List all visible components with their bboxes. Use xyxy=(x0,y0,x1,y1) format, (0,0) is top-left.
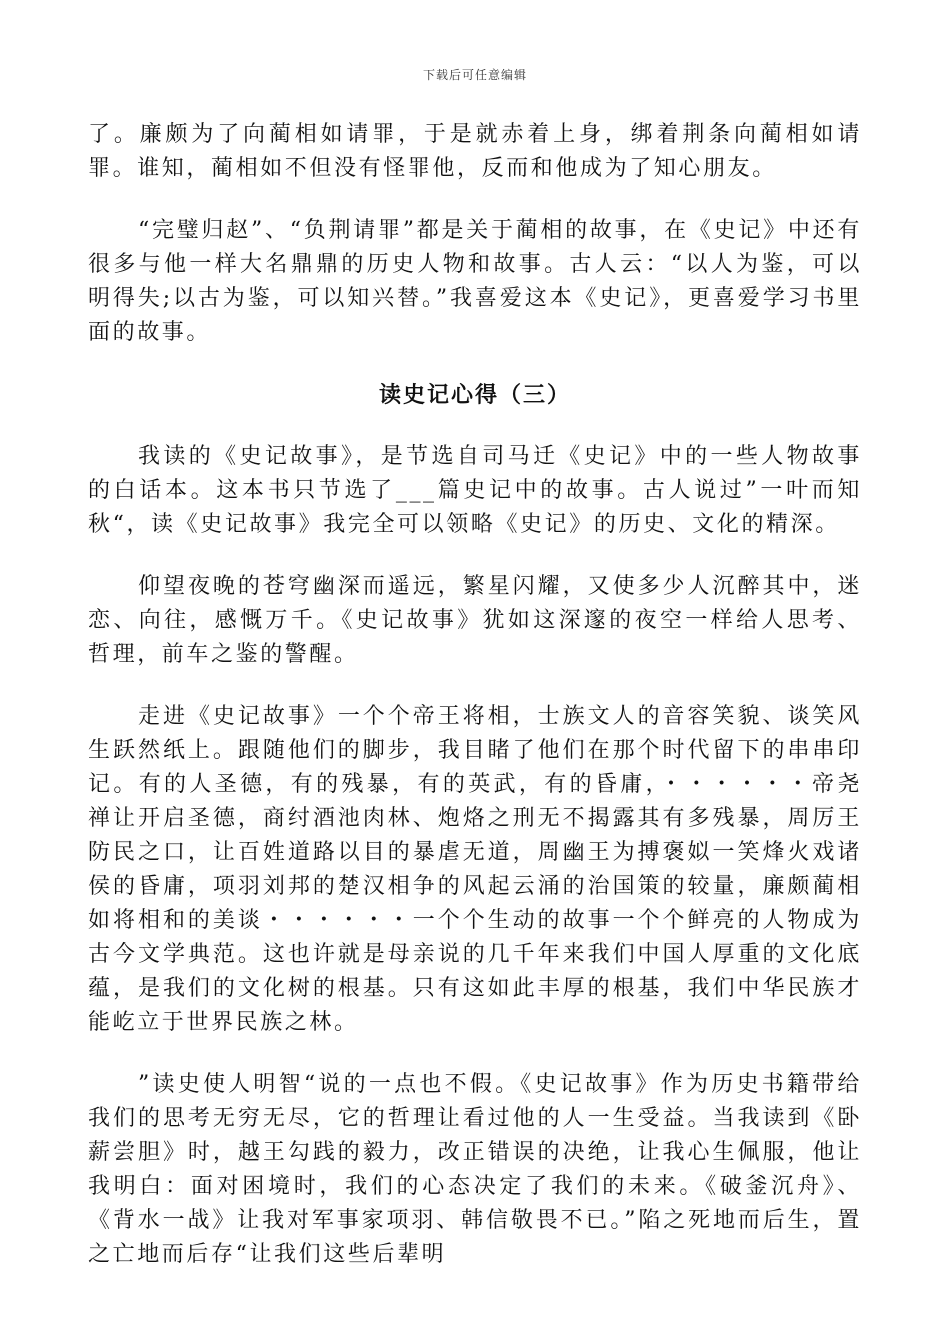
paragraph: 仰望夜晚的苍穹幽深而遥远，繁星闪耀，又使多少人沉醉其中，迷恋、向往，感慨万千。《史记故事》犹如这深邃的夜空一样给人思考、哲理，前车之鉴的警醒。 xyxy=(88,574,862,667)
paragraph: 走进《史记故事》一个个帝王将相，士族文人的音容笑貌、谈笑风生跃然纸上。跟随他们的脚步，我目睹了他们在那个时代留下的串串印记。有的人圣德，有的残暴，有的英武，有的昏庸，・・・・・・帝尧禅让开启圣德，商纣酒池肉林、炮烙之刑无不揭露其有多残暴，周厉王防民之口，让百姓道路以目的暴虐无道，周幽王为搏褒姒一笑烽火戏诸侯的昏庸，项羽刘邦的楚汉相争的风起云涌的治国策的较量，廉颇蔺相如将相和的美谈・・・・・・一个个生动的故事一个个鲜亮的人物成为古今文学典范。这也许就是母亲说的几千年来我们中国人厚重的文化底蕴，是我们的文化树的根基。只有这如此丰厚的根基，我们中华民族才能屹立于世界民族之林。 xyxy=(88,704,862,1035)
page-header: 下载后可任意编辑 xyxy=(422,68,527,82)
paragraph: “完璧归赵”、“负荆请罪”都是关于蔺相的故事，在《史记》中还有很多与他一样大名鼎鼎的历史人物和故事。古人云：“以人为鉴，可以明得失;以古为鉴，可以知兴替。”我喜爱这本《史记》，更喜爱学习书里面的故事。 xyxy=(88,218,862,345)
paragraph: 了。廉颇为了向蔺相如请罪，于是就赤着上身，绑着荆条向蔺相如请罪。谁知，蔺相如不但没有怪罪他，反而和他成为了知心朋友。 xyxy=(88,122,862,181)
paragraph: ”读史使人明智“说的一点也不假。《史记故事》作为历史书籍带给我们的思考无穷无尽，它的哲理让看过他的人一生受益。当我读到《卧薪尝胆》时，越王勾践的毅力，改正错误的决绝，让我心生佩服，他让我明白：面对困境时，我们的心态决定了我们的未来。《破釜沉舟》、《背水一战》让我对军事家项羽、韩信敬畏不已。”陷之死地而后生，置之亡地而后存“让我们这些后辈明 xyxy=(88,1072,862,1267)
paragraph: 我读的《史记故事》，是节选自司马迁《史记》中的一些人物故事的白话本。这本书只节选了___篇史记中的故事。古人说过”一叶而知秋“，读《史记故事》我完全可以领略《史记》的历史、文化的精深。 xyxy=(88,444,862,537)
document-body xyxy=(88,118,862,1300)
section-title: 读史记心得（三） xyxy=(378,382,571,408)
